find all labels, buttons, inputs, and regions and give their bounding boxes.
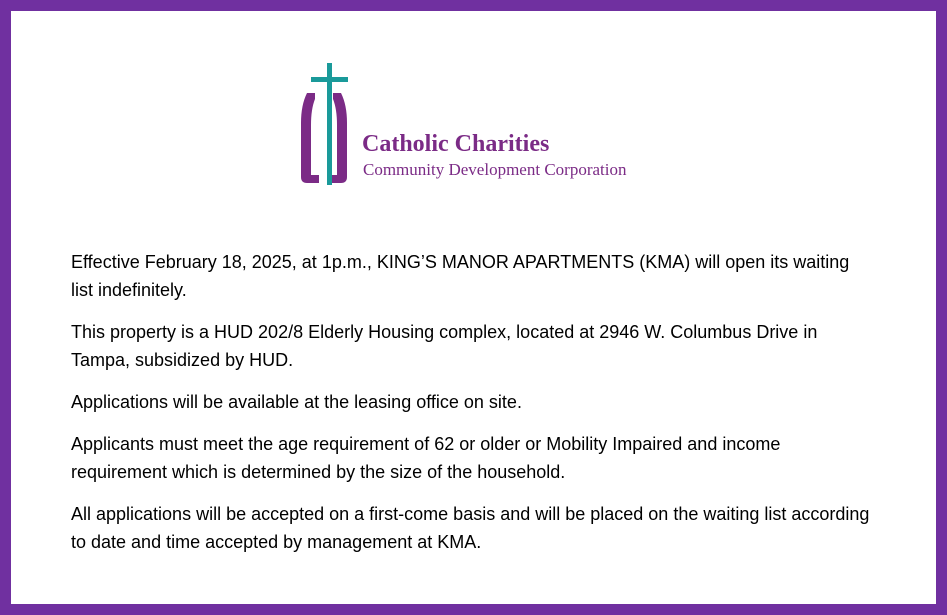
organization-logo [289, 53, 669, 193]
notice-paragraph-acceptance: All applications will be accepted on a first-come basis and will be placed on the waiting list according to date and time accepted by management at KMA. [71, 504, 870, 552]
cross-arch-icon [289, 53, 359, 193]
notice-paragraph-property: This property is a HUD 202/8 Elderly Housing complex, located at 2946 W. Columbus Drive in Tampa, subsidized by HUD. [71, 322, 818, 370]
notice-body [71, 248, 871, 570]
notice-paragraph-requirements: Applicants must meet the age requirement of 62 or older or Mobility Impaired and income requirement which is determined by the size of the household. [71, 434, 781, 482]
logo-subtitle: Community Development Corporation [363, 160, 627, 179]
notice-paragraph-applications: Applications will be available at the leasing office on site. [71, 392, 522, 412]
logo-title: Catholic Charities [362, 131, 550, 157]
notice-paragraph-effective-date: Effective February 18, 2025, at 1p.m., KING’S MANOR APARTMENTS (KMA) will open its waiting list indefinitely. [71, 252, 850, 300]
